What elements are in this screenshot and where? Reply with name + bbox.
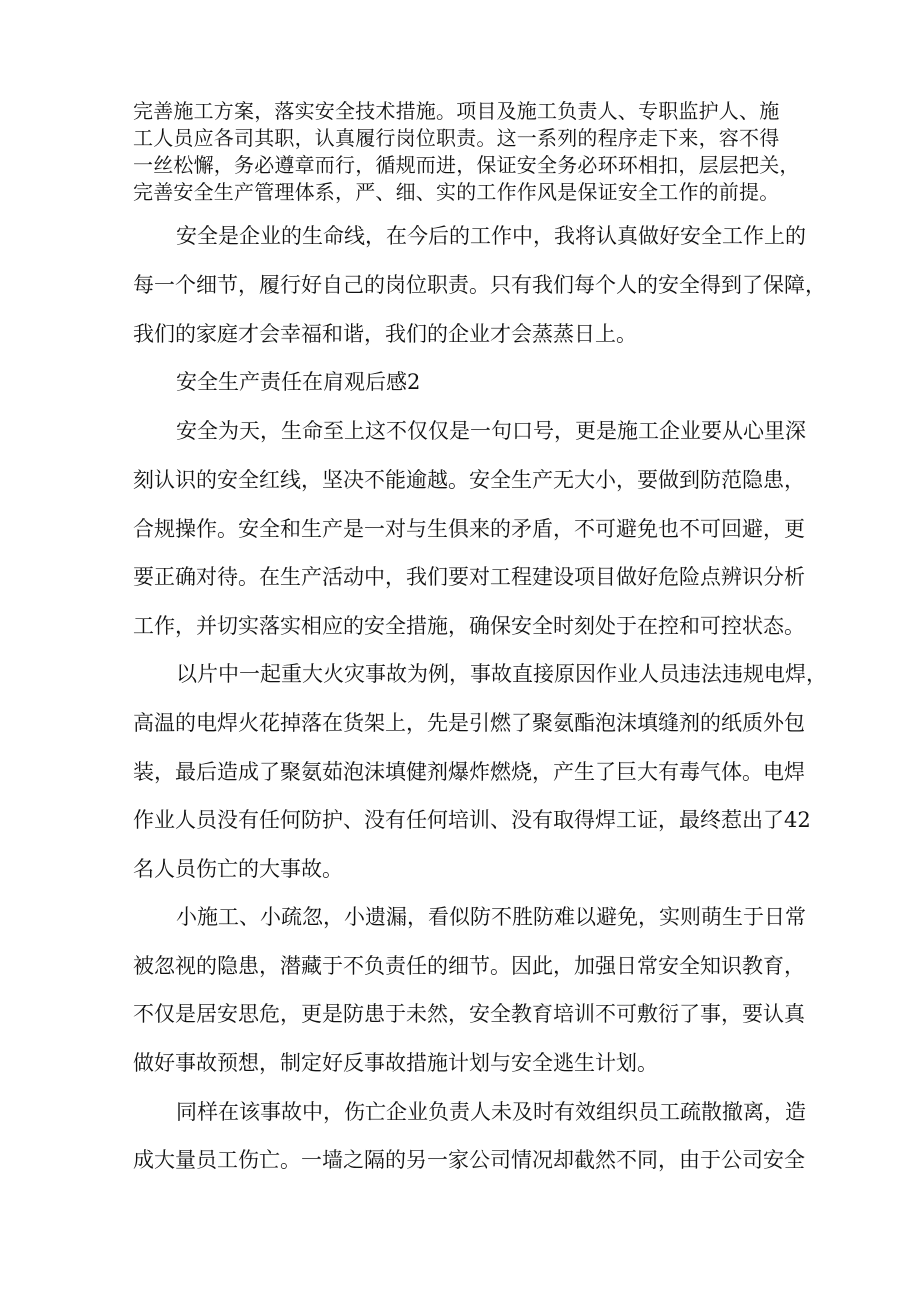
text-line: 工作，并切实落实相应的安全措施，确保安全时刻处于在控和可控状态。	[133, 614, 805, 638]
text-line: 要正确对待。在生产活动中，我们要对工程建设项目做好危险点辨识分析	[133, 565, 805, 589]
text-line: 被忽视的隐患，潜藏于不负责任的细节。因此，加强日常安全知识教育，	[133, 954, 805, 978]
section-heading: 安全生产责任在肩观后感2	[176, 370, 421, 394]
text-line: 工人员应各司其职，认真履行岗位职责。这一系列的程序走下来，容不得	[133, 126, 780, 150]
text-line: 完善施工方案，落实安全技术措施。项目及施工负责人、专职监护人、施	[133, 99, 780, 123]
text-line: 刻认识的安全红线，坚决不能逾越。安全生产无大小，要做到防范隐患，	[133, 468, 805, 492]
text-line: 高温的电焊火花掉落在货架上，先是引燃了聚氨酯泡沫填缝剂的纸质外包	[133, 711, 805, 735]
text-line: 做好事故预想，制定好反事故措施计划与安全逃生计划。	[133, 1051, 658, 1075]
text-line: 安全是企业的生命线，在今后的工作中，我将认真做好安全工作上的	[176, 224, 806, 248]
text-line: 我们的家庭才会幸福和谐，我们的企业才会蒸蒸日上。	[133, 322, 637, 346]
text-line: 名人员伤亡的大事故。	[133, 857, 343, 881]
text-line: 装，最后造成了聚氨茹泡沫填健剂爆炸燃烧，产生了巨大有毒气体。电焊	[133, 760, 805, 784]
text-line: 每一个细节，履行好自己的岗位职责。只有我们每个人的安全得到了保障，	[133, 273, 826, 297]
text-line: 合规操作。安全和生产是一对与生俱来的矛盾，不可避免也不可回避，更	[133, 517, 805, 541]
text-line: 一丝松懈，务必遵章而行，循规而进，保证安全务必环环相扣，层层把关，	[133, 153, 800, 177]
text-line: 完善安全生产管理体系，严、细、实的工作作风是保证安全工作的前提。	[133, 180, 780, 204]
text-line: 以片中一起重大火灾事故为例，事故直接原因作业人员违法违规电焊，	[176, 662, 827, 686]
text-line: 小施工、小疏忽，小遗漏，看似防不胜防难以避免，实则萌生于日常	[176, 905, 806, 929]
text-line: 成大量员工伤亡。一墙之隔的另一家公司情况却截然不同，由于公司安全	[133, 1148, 805, 1172]
text-line: 同样在该事故中，伤亡企业负责人未及时有效组织员工疏散撤离，造	[176, 1100, 806, 1124]
text-line: 安全为天，生命至上这不仅仅是一句口号，更是施工企业要从心里深	[176, 419, 806, 443]
text-line: 作业人员没有任何防护、没有任何培训、没有取得焊工证，最终惹出了42	[133, 808, 811, 832]
text-line: 不仅是居安思危，更是防患于未然，安全教育培训不可敷衍了事，要认真	[133, 1002, 805, 1026]
